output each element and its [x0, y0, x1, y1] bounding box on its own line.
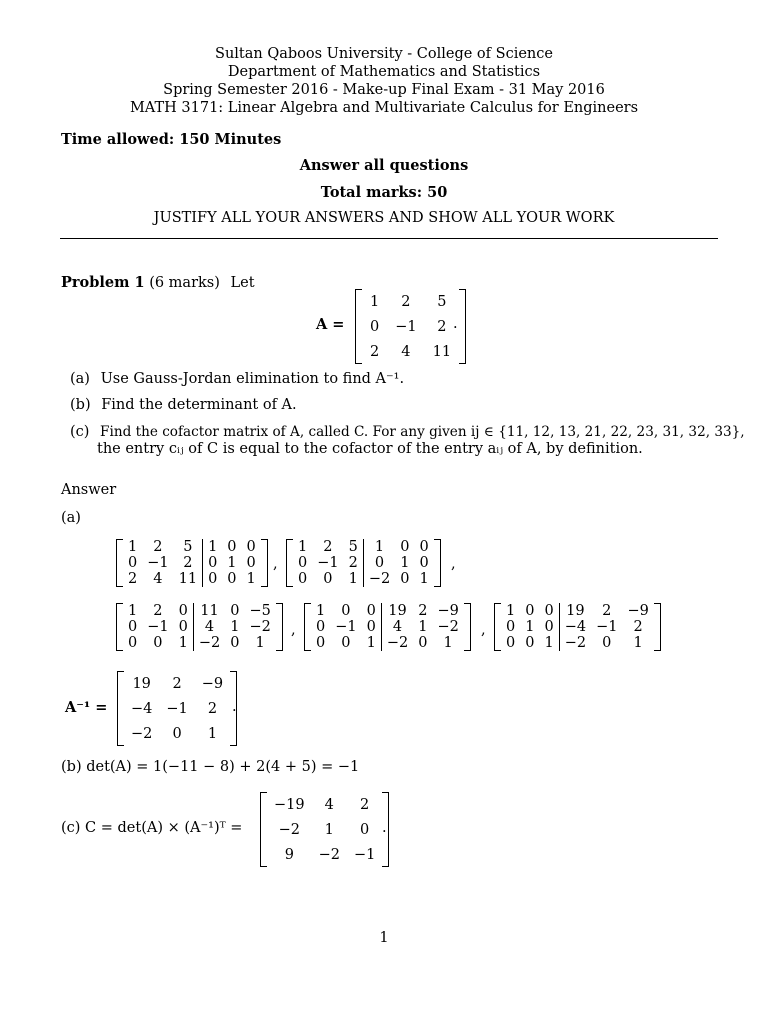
header-line-2: Department of Mathematics and Statistics — [227, 64, 541, 80]
matrix-row — [123, 619, 276, 635]
matrix-entry: 9 — [284, 846, 294, 863]
matrix-row — [124, 721, 230, 746]
page-number: 1 — [379, 930, 389, 946]
matrix-entry: 1 — [298, 539, 308, 555]
matrix-row — [501, 635, 654, 651]
matrix-entry: 1 — [366, 635, 376, 651]
problem-marks: (6 marks) — [149, 275, 220, 291]
total-marks: Total marks: 50 — [320, 184, 448, 201]
matrix-entry: −4 — [559, 619, 591, 635]
matrix-entry: 2 — [348, 555, 358, 571]
matrix-entry: −1 — [395, 318, 417, 335]
matrix-entry: 2 — [323, 539, 333, 555]
matrix-entry: 11 — [178, 571, 198, 587]
matrix-entry: 19 — [559, 603, 591, 619]
matrix-entry: 2 — [602, 603, 612, 619]
matrix-row — [362, 314, 459, 339]
matrix-entry: 2 — [418, 603, 428, 619]
matrix-entry: 1 — [230, 619, 240, 635]
matrix-row — [123, 555, 261, 571]
matrix-entry: 1 — [348, 571, 358, 587]
matrix-entry: 1 — [128, 539, 138, 555]
matrix-entry: 4 — [324, 796, 334, 813]
matrix-entry: −2 — [559, 635, 591, 651]
matrix-entry: 5 — [437, 293, 447, 310]
matrix-entry: −2 — [131, 725, 153, 742]
matrix-row — [501, 603, 654, 619]
matrix-entry: 0 — [203, 555, 223, 571]
matrix-entry: 0 — [506, 635, 516, 651]
matrix-entry: 1 — [316, 603, 326, 619]
matrix-entry: 0 — [172, 725, 182, 742]
header-line-3: Spring Semester 2016 - Make-up Final Exam - 31 May 2016 — [163, 82, 605, 98]
matrix-entry: 0 — [400, 571, 410, 587]
matrix-row — [293, 571, 434, 587]
matrix-entry: −2 — [381, 635, 413, 651]
matrix-entry: 1 — [400, 555, 410, 571]
matrix-row — [123, 603, 276, 619]
matrix-entry: 0 — [366, 619, 376, 635]
matrix-entry: 1 — [419, 571, 429, 587]
comma-1: , — [273, 556, 278, 572]
cofactor-period: . — [382, 820, 387, 836]
matrix-entry: −2 — [193, 635, 225, 651]
matrix-entry: −2 — [318, 846, 340, 863]
matrix-entry: 1 — [370, 293, 380, 310]
matrix-entry: 0 — [230, 603, 240, 619]
matrix-entry: 1 — [178, 635, 188, 651]
matrix-entry: 0 — [227, 539, 237, 555]
matrix-entry: 0 — [298, 571, 308, 587]
matrix-entry: 0 — [525, 603, 535, 619]
matrix-entry: 19 — [381, 603, 413, 619]
matrix-entry: 2 — [633, 619, 643, 635]
inverse-matrix — [117, 671, 237, 746]
matrix-entry: 11 — [432, 343, 452, 360]
matrix-entry: −1 — [317, 555, 339, 571]
part-c-question: (c) Find the cofactor matrix of A, called C. For any given ij ∈ {11, 12, 13, 21, 22, 23, 31, 32, 33}, — [70, 424, 745, 440]
matrix-row — [311, 619, 464, 635]
matrix-entry: 2 — [153, 603, 163, 619]
matrix-entry: −4 — [131, 700, 153, 717]
matrix-entry: 0 — [366, 603, 376, 619]
matrix-row — [123, 635, 276, 651]
matrix-entry: 5 — [348, 539, 358, 555]
matrix-row — [267, 817, 382, 842]
matrix-row — [123, 571, 261, 587]
matrix-entry: 1 — [324, 821, 334, 838]
matrix-row — [124, 671, 230, 696]
matrix-entry: 0 — [128, 555, 138, 571]
time-allowed: Time allowed: 150 Minutes — [61, 131, 282, 148]
matrix-row — [311, 635, 464, 651]
matrix-row — [267, 842, 382, 867]
matrix-entry: −2 — [249, 619, 271, 635]
matrix-entry: 2 — [401, 293, 411, 310]
matrix-entry: −9 — [627, 603, 649, 619]
matrix-row — [311, 603, 464, 619]
matrix-entry: 19 — [132, 675, 151, 692]
matrix-entry: −1 — [596, 619, 618, 635]
matrix-row — [124, 696, 230, 721]
matrix-entry: 0 — [363, 555, 395, 571]
matrix-entry: −9 — [437, 603, 459, 619]
matrix-row — [362, 289, 459, 314]
divider — [60, 238, 718, 239]
answer-part-a-label: (a) — [61, 510, 81, 526]
matrix-entry: 0 — [178, 603, 188, 619]
matrix-entry: 2 — [207, 700, 218, 717]
matrix-entry: 0 — [602, 635, 612, 651]
matrix-entry: −2 — [363, 571, 395, 587]
matrix-row — [293, 555, 434, 571]
matrix-row — [293, 539, 434, 555]
matrix-entry: 1 — [207, 725, 218, 742]
matrix-entry: 0 — [178, 619, 188, 635]
matrix-entry: 1 — [544, 635, 554, 651]
answer-part-c-label: (c) C = det(A) × (A⁻¹)ᵀ = — [61, 820, 243, 836]
matrix-entry: 0 — [298, 555, 308, 571]
augmented-matrix-1 — [116, 539, 268, 587]
matrix-entry: 11 — [193, 603, 225, 619]
matrix-entry: 1 — [203, 539, 223, 555]
matrix-entry: 0 — [341, 603, 351, 619]
matrix-entry: 0 — [227, 571, 237, 587]
cofactor-matrix — [260, 792, 389, 867]
matrix-row — [267, 792, 382, 817]
part-b-question: (b) Find the determinant of A. — [70, 397, 297, 413]
justify-note: JUSTIFY ALL YOUR ANSWERS AND SHOW ALL YOUR WORK — [153, 210, 615, 226]
matrix-entry: 0 — [153, 635, 163, 651]
matrix-entry: −1 — [353, 846, 376, 863]
matrix-entry: 4 — [153, 571, 163, 587]
problem-heading — [61, 274, 255, 291]
matrix-entry: −1 — [335, 619, 357, 635]
matrix-entry: 2 — [360, 796, 370, 813]
matrix-entry: 0 — [544, 619, 554, 635]
matrix-entry: 1 — [128, 603, 138, 619]
matrix-a — [355, 289, 466, 364]
matrix-entry: 5 — [183, 539, 193, 555]
augmented-matrix-4 — [304, 603, 471, 651]
matrix-entry: 1 — [506, 603, 516, 619]
matrix-row — [501, 619, 654, 635]
comma-2: , — [451, 556, 456, 572]
matrix-a-label: A = — [316, 316, 345, 333]
matrix-entry: −1 — [147, 619, 169, 635]
matrix-entry: 1 — [363, 539, 395, 555]
comma-3: , — [291, 622, 296, 638]
matrix-entry: 0 — [128, 635, 138, 651]
matrix-entry: 2 — [172, 675, 182, 692]
comma-4: , — [481, 622, 486, 638]
matrix-entry: 0 — [341, 635, 351, 651]
matrix-entry: 0 — [360, 821, 370, 838]
matrix-entry: 0 — [128, 619, 138, 635]
matrix-entry: −9 — [201, 675, 224, 692]
matrix-entry: 0 — [419, 555, 429, 571]
matrix-entry: 0 — [400, 539, 410, 555]
matrix-entry: 0 — [323, 571, 333, 587]
matrix-entry: 1 — [525, 619, 535, 635]
matrix-entry: 0 — [246, 539, 256, 555]
augmented-matrix-2 — [286, 539, 441, 587]
inverse-period: . — [232, 699, 237, 715]
matrix-entry: 4 — [401, 343, 411, 360]
matrix-entry: 0 — [246, 555, 256, 571]
matrix-entry: 4 — [193, 619, 225, 635]
matrix-entry: 2 — [183, 555, 193, 571]
matrix-entry: 2 — [153, 539, 163, 555]
matrix-entry: 1 — [227, 555, 237, 571]
matrix-entry: 0 — [203, 571, 223, 587]
matrix-entry: −1 — [166, 700, 188, 717]
matrix-entry: 1 — [633, 635, 643, 651]
matrix-entry: 1 — [443, 635, 453, 651]
inverse-label: A⁻¹ = — [65, 699, 108, 716]
header-line-4: MATH 3171: Linear Algebra and Multivariate Calculus for Engineers — [129, 100, 639, 116]
matrix-row — [362, 339, 459, 364]
matrix-entry: 0 — [316, 635, 326, 651]
matrix-entry: 0 — [230, 635, 240, 651]
matrix-entry: 0 — [316, 619, 326, 635]
matrix-entry: −1 — [147, 555, 169, 571]
matrix-entry: 1 — [246, 571, 256, 587]
matrix-entry: 0 — [370, 318, 380, 335]
matrix-entry: −19 — [274, 796, 305, 813]
matrix-entry: 2 — [370, 343, 380, 360]
answer-part-b: (b) det(A) = 1(−11 − 8) + 2(4 + 5) = −1 — [61, 759, 360, 775]
matrix-entry: 2 — [437, 318, 447, 335]
matrix-entry: 4 — [381, 619, 413, 635]
matrix-entry: 0 — [525, 635, 535, 651]
matrix-entry: −2 — [437, 619, 459, 635]
answer-all: Answer all questions — [299, 157, 469, 174]
augmented-matrix-3 — [116, 603, 283, 651]
part-a-question: (a) Use Gauss-Jordan elimination to find A⁻¹. — [70, 371, 405, 387]
matrix-entry: 1 — [418, 619, 428, 635]
matrix-entry: 1 — [255, 635, 265, 651]
header-line-1: Sultan Qaboos University - College of Science — [215, 46, 553, 62]
augmented-matrix-5 — [494, 603, 661, 651]
problem-let: Let — [230, 275, 255, 291]
matrix-entry: 2 — [128, 571, 138, 587]
matrix-entry: −2 — [278, 821, 300, 838]
matrix-entry: 0 — [419, 539, 429, 555]
matrix-a-period: . — [453, 316, 458, 332]
matrix-entry: 0 — [418, 635, 428, 651]
matrix-entry: 0 — [544, 603, 554, 619]
part-c-question-cont: the entry cᵢⱼ of C is equal to the cofactor of the entry aᵢⱼ of A, by definition. — [97, 441, 643, 457]
matrix-row — [123, 539, 261, 555]
matrix-entry: −5 — [249, 603, 271, 619]
problem-title: Problem 1 — [61, 274, 145, 291]
answer-heading: Answer — [61, 482, 117, 498]
matrix-entry: 0 — [506, 619, 516, 635]
